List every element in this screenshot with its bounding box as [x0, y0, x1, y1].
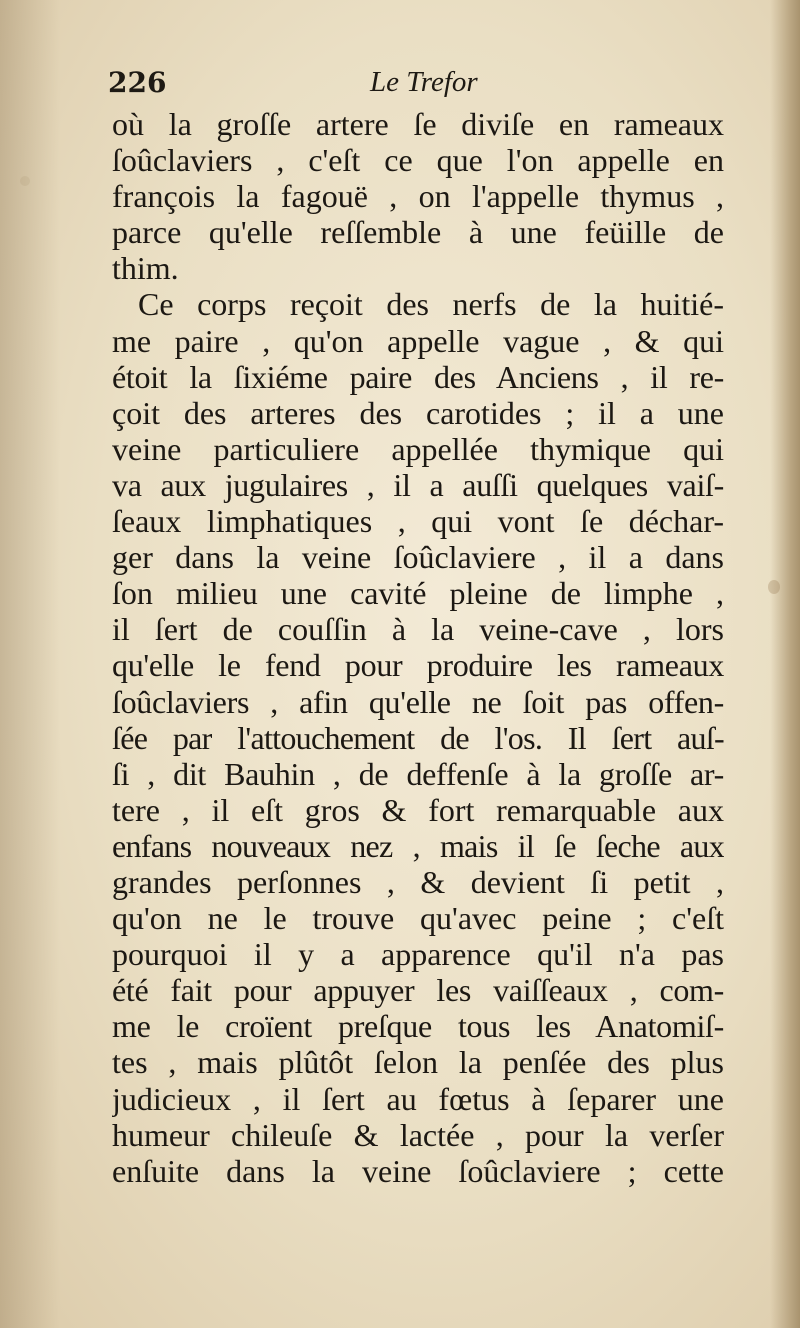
page-number: 226 — [108, 66, 167, 99]
running-head — [108, 66, 728, 106]
text-line: Ce corps reçoit des nerfs de la huitié- — [138, 286, 724, 323]
text-line: grandes perſonnes , & devient ſi petit , — [112, 863, 724, 900]
text-line: enſuite dans la veine ſoûclaviere ; cette — [112, 1152, 724, 1189]
paper-stain — [768, 580, 780, 594]
text-line: ſoûclaviers , c'eſt ce que l'on appelle en — [112, 142, 724, 179]
text-line: ſoûclaviers , afin qu'elle ne ſoit pas offen- — [112, 683, 724, 720]
text-line: me paire , qu'on appelle vague , & qui — [112, 322, 724, 359]
text-line: ger dans la veine ſoûclaviere , il a dans — [112, 539, 724, 576]
text-line: qu'elle le fend pour produire les rameaux — [112, 647, 724, 684]
running-title: Le Trefor — [370, 66, 478, 98]
text-line: il ſert de couſſin à la veine-cave , lors — [112, 611, 724, 648]
text-line: françois la fagouë , on l'appelle thymus , — [112, 178, 724, 215]
page-edge — [770, 0, 800, 1328]
body-text — [112, 106, 724, 1189]
text-line: qu'on ne le trouve qu'avec peine ; c'eſt — [112, 900, 724, 937]
gutter-shadow — [0, 0, 60, 1328]
text-line: humeur chileuſe & lactée , pour la verſer — [112, 1116, 724, 1153]
text-line: va aux jugulaires , il a auſſi quelques vaiſ- — [112, 466, 724, 503]
text-line: tere , il eſt gros & fort remarquable aux — [112, 791, 724, 828]
paper-stain — [20, 176, 30, 186]
text-line: judicieux , il ſert au fœtus à ſeparer une — [112, 1080, 724, 1117]
text-line: thim. — [112, 250, 179, 287]
text-line: enfans nouveaux nez , mais il ſe ſeche aux — [112, 827, 724, 864]
text-line: pourquoi il y a apparence qu'il n'a pas — [112, 936, 724, 973]
text-line: où la groſſe artere ſe diviſe en rameaux — [112, 106, 724, 142]
text-line: parce qu'elle reſſemble à une feüille de — [112, 214, 724, 251]
text-line: ſeaux limphatiques , qui vont ſe déchar- — [112, 503, 724, 540]
text-line: ſi , dit Bauhin , de deffenſe à la groſſe ar- — [112, 755, 724, 792]
text-line: ſon milieu une cavité pleine de limphe , — [112, 575, 724, 612]
text-line: çoit des arteres des carotides ; il a une — [112, 394, 724, 431]
text-line: me le croïent preſque tous les Anatomiſ- — [112, 1008, 724, 1045]
text-line: ſée par l'attouchement de l'os. Il ſert auſ- — [112, 719, 724, 756]
text-line: été fait pour appuyer les vaiſſeaux , com- — [112, 972, 724, 1009]
text-line: veine particuliere appellée thymique qui — [112, 430, 724, 467]
text-line: tes , mais plûtôt ſelon la penſée des plus — [112, 1044, 724, 1081]
text-line: étoit la ſixiéme paire des Anciens , il re- — [112, 358, 724, 395]
